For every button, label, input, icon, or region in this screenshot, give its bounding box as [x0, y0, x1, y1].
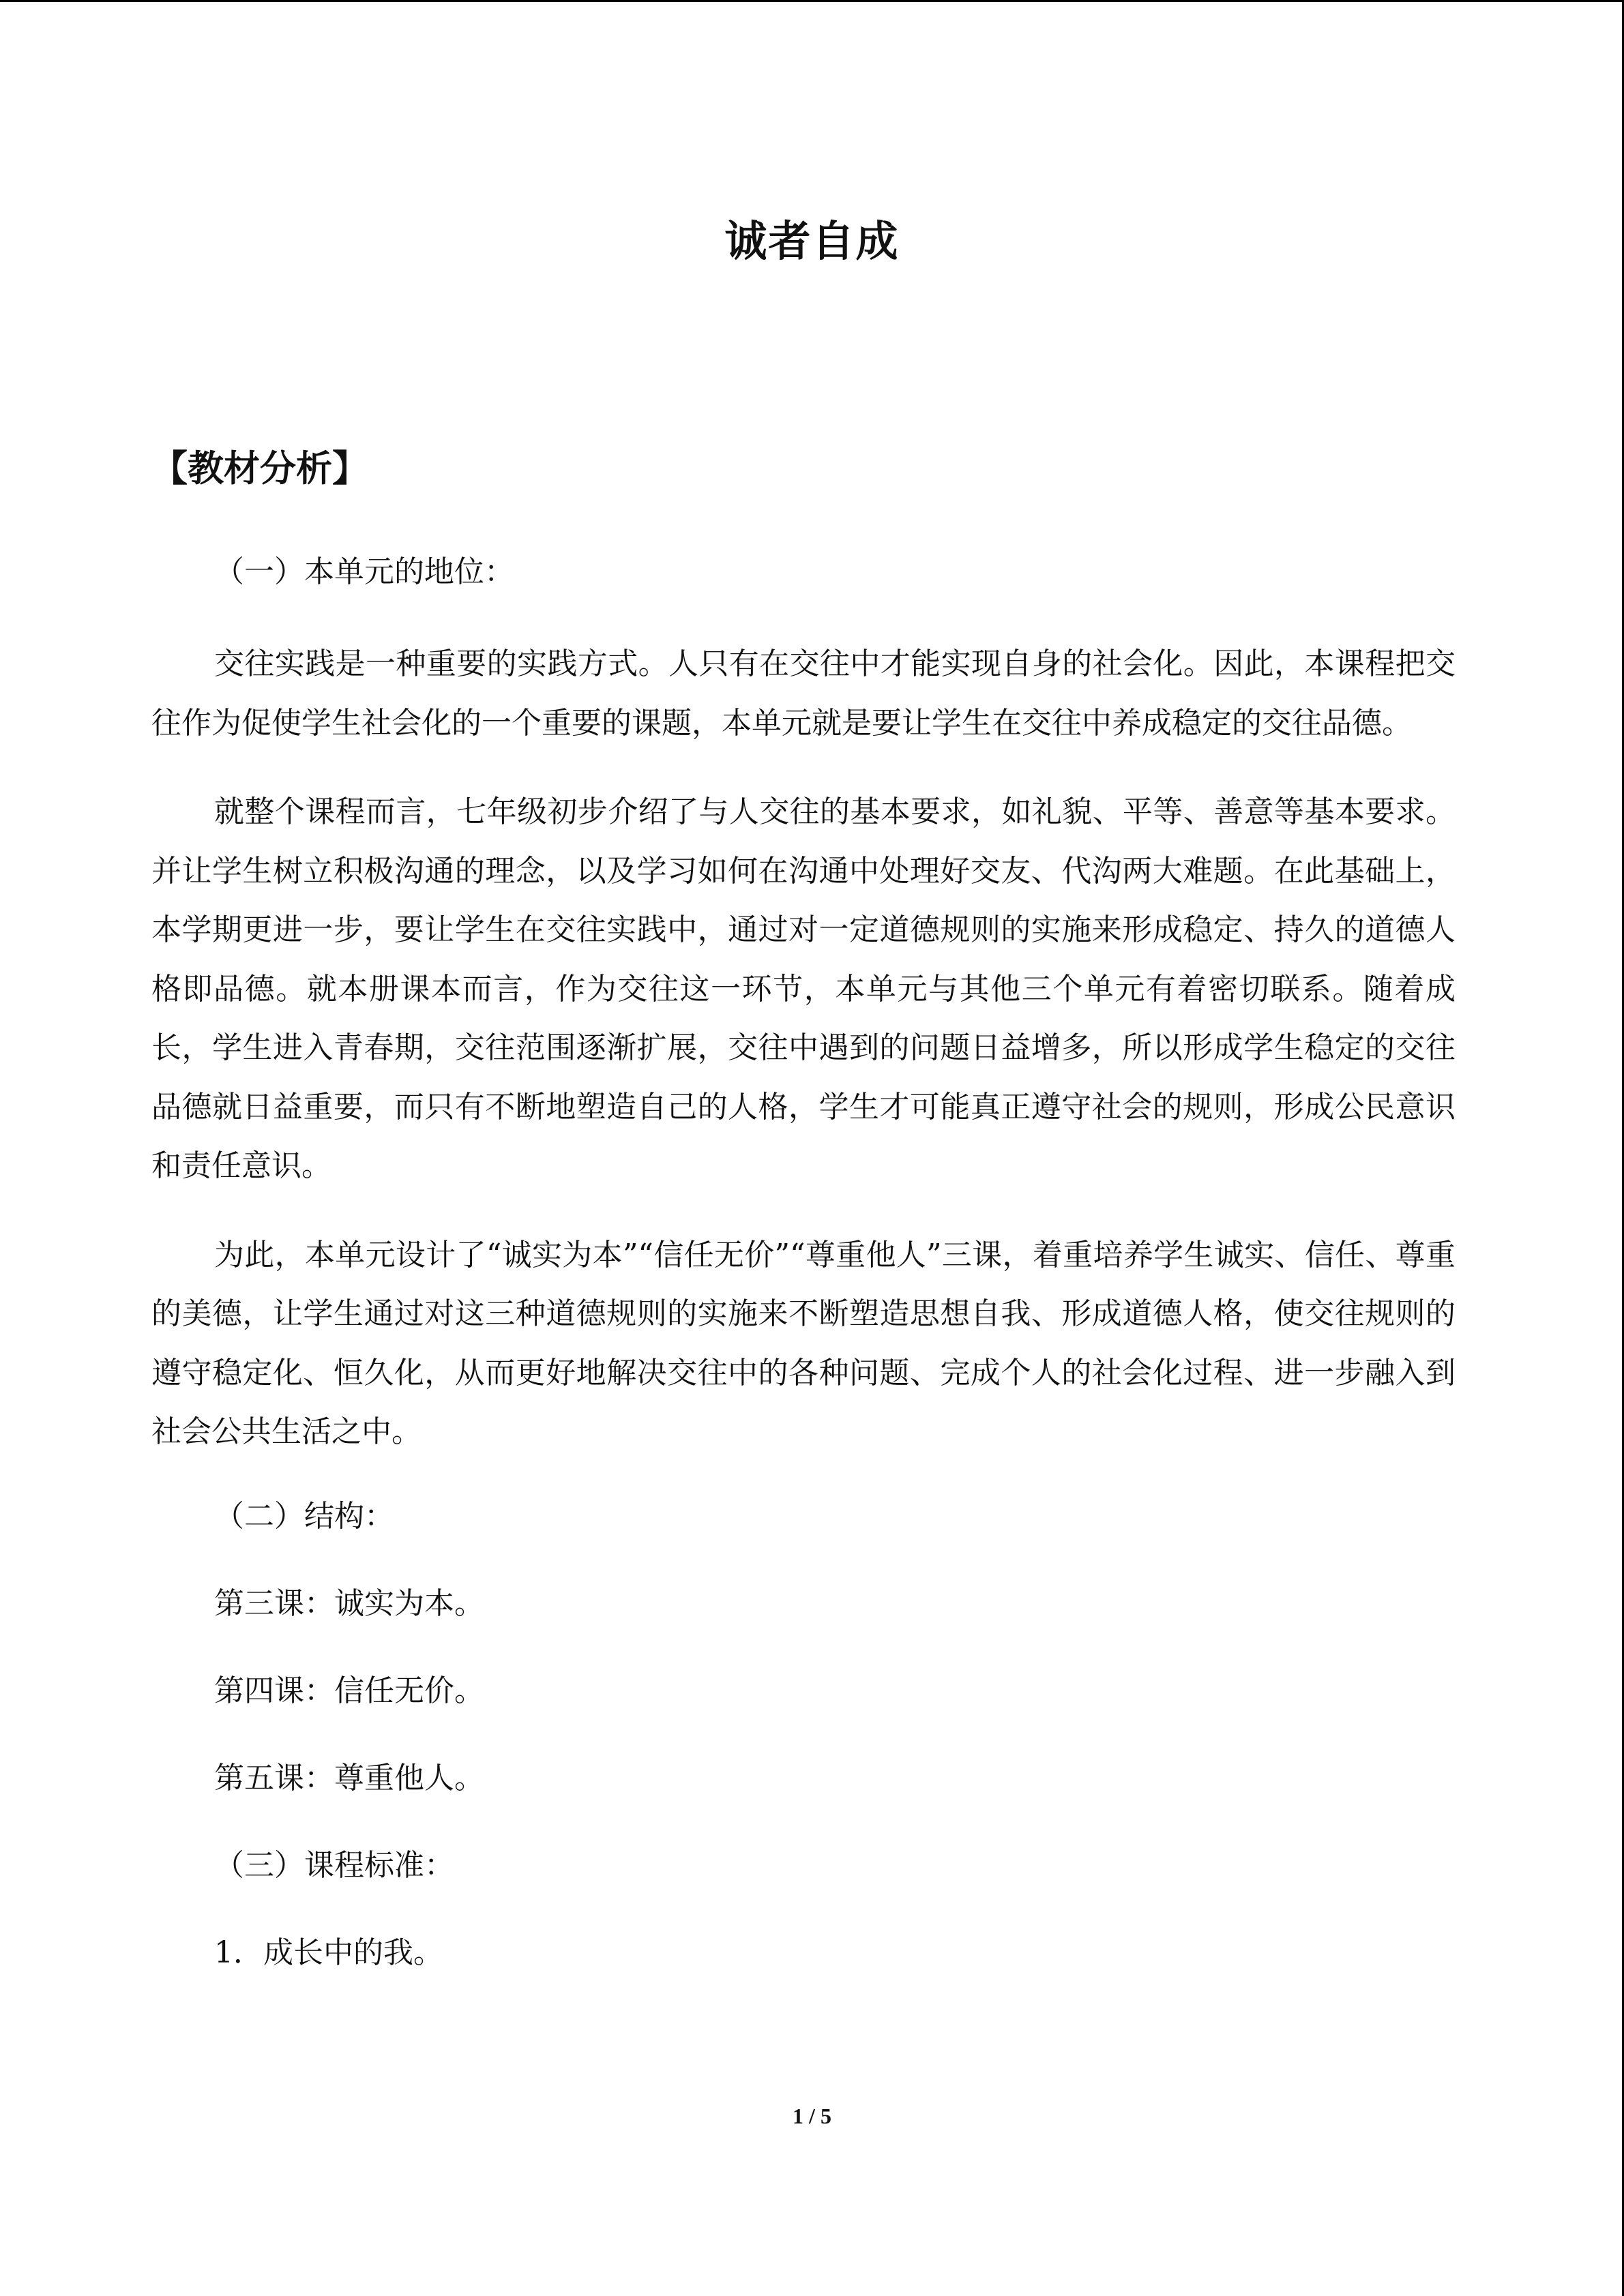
- paragraph-3: 为此，本单元设计了“诚实为本”“信任无价”“尊重他人”三课，着重培养学生诚实、信任、尊重的美德，让学生通过对这三种道德规则的实施来不断塑造思想自我、形成道德人格，使交往规则的遵守稳定化、恒久化，从而更好地解决交往中的各种问题、完成个人的社会化过程、进一步融入到社会公共生活之中。: [151, 1237, 1456, 1449]
- page-number: 1 / 5: [793, 2104, 831, 2128]
- document-body: [151, 548, 1456, 2016]
- paragraph-2: 就整个课程而言，七年级初步介绍了与人交往的基本要求，如礼貌、平等、善意等基本要求。并让学生树立积极沟通的理念，以及学习如何在沟通中处理好交友、代沟两大难题。在此基础上，本学期更进一步，要让学生在交往实践中，通过对一定道德规则的实施来形成稳定、持久的道德人格即品德。就本册课本而言，作为交往这一环节，本单元与其他三个单元有着密切联系。随着成长，学生进入青春期，交往范围逐渐扩展，交往中遇到的问题日益增多，所以形成学生稳定的交往品德就日益重要，而只有不断地塑造自己的人格，学生才可能真正遵守社会的规则，形成公民意识和责任意识。: [151, 794, 1456, 1183]
- subheading-unit-position: （一）本单元的地位：: [214, 554, 514, 589]
- section-heading-textbook-analysis: 【教材分析】: [151, 448, 368, 490]
- subheading-curriculum-standard: （三）课程标准：: [214, 1847, 454, 1883]
- subheading-structure: （二）结构：: [214, 1498, 394, 1534]
- lesson-item-4: 第四课：信任无价。: [214, 1673, 484, 1708]
- paragraph-1: 交往实践是一种重要的实践方式。人只有在交往中才能实现自身的社会化。因此，本课程把交往作为促使学生社会化的一个重要的课题，本单元就是要让学生在交往中养成稳定的交往品德。: [151, 646, 1456, 741]
- lesson-item-5: 第五课：尊重他人。: [214, 1760, 484, 1795]
- lesson-item-3: 第三课：诚实为本。: [214, 1585, 484, 1621]
- document-title: 诚者自成: [724, 216, 900, 266]
- standard-item-1: 1．成长中的我。: [214, 1935, 443, 1970]
